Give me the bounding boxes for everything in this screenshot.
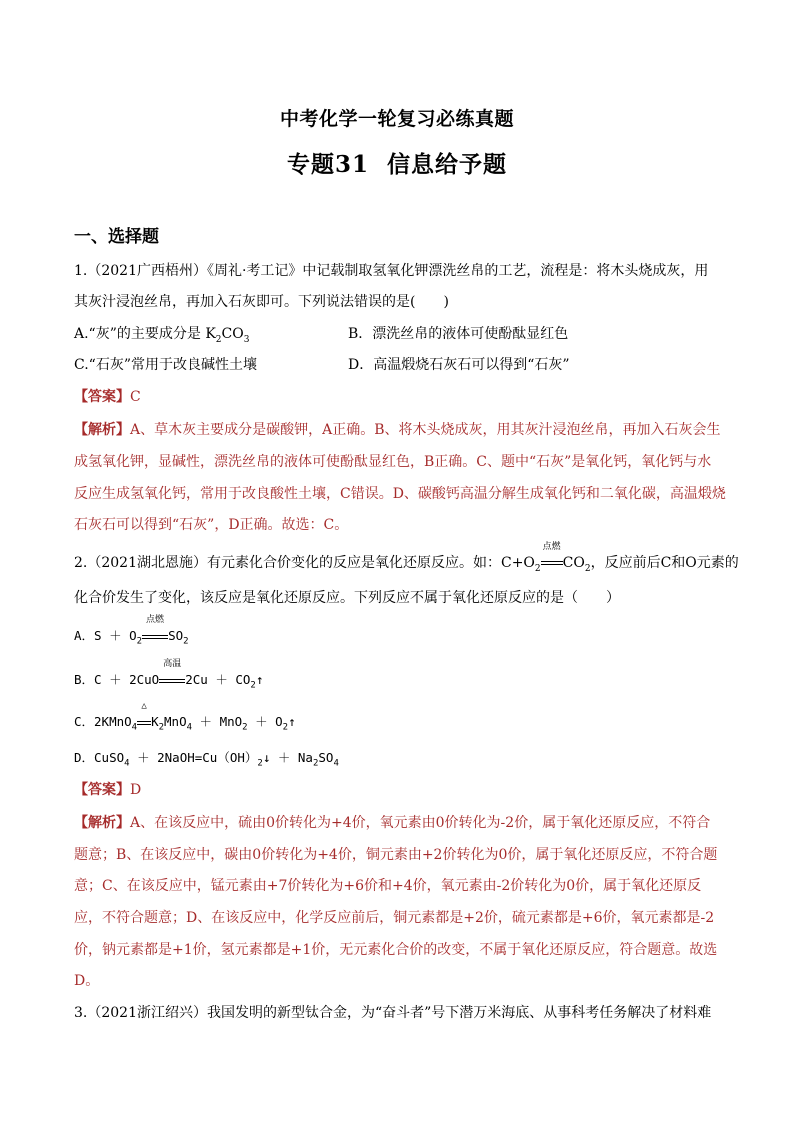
q2-answer: 【答案】D	[74, 782, 142, 798]
q3-stem-line1: 3.（2021浙江绍兴）我国发明的新型钛合金，为“奋斗者”号下潜万米海底、从事科考任务解决了材料难	[74, 1005, 712, 1021]
reaction-arrow: 点燃	[541, 553, 563, 573]
q1-stem-line1: 1.（2021广西梧州）《周礼·考工记》中记载制取氢氧化钾漂洗丝帛的工艺，流程是：将木头烧成灰，用	[74, 263, 709, 279]
reaction-arrow: △	[137, 712, 151, 732]
q1-analysis-line2: 成氢氧化钾，显碱性，漂洗丝帛的液体可使酚酞显红色，B正确。C、题中“石灰”是氧化钙，氧化钙与水	[74, 454, 712, 470]
q1-answer: 【答案】C	[74, 389, 141, 405]
q1-stem-line2: 其灰汁浸泡丝帛，再加入石灰即可。下列说法错误的是( )	[74, 294, 449, 310]
q2-analysis-line2: 题意；B、在该反应中，碳由0价转化为+4价，铜元素由+2价转化为0价，属于氧化还原反应，不符合题	[74, 847, 718, 863]
q2-analysis-line4: 应，不符合题意；D、在该反应中，化学反应前后，铜元素都是+2价，硫元素都是+6价，氧元素都是-2	[74, 910, 715, 926]
q2-option-a: A．$S + O_2$ 点燃 $SO_2$	[74, 615, 189, 647]
q2-stem-line1: 2.（2021湖北恩施）有元素化合价变化的反应是氧化还原反应。如：$C+O_2$ 点燃 $CO_2$，反应前后C和O元素的	[74, 542, 739, 574]
doc-title: 中考化学一轮复习必练真题	[279, 108, 514, 130]
q1-analysis-line1: 【解析】A、草木灰主要成分是碳酸钾，A正确。B、将木头烧成灰，用其灰汁浸泡丝帛，再加入石灰会生	[74, 422, 721, 438]
q2-analysis-line5: 价，钠元素都是+1价，氢元素都是+1价，无元素化合价的改变，不属于氧化还原反应，符合题意。故选	[74, 942, 718, 958]
subtitle-number: 专题31	[286, 151, 369, 178]
q1-option-a: A.“灰”的主要成分是 $K_2CO_3$	[74, 326, 250, 345]
q1-option-d: D．高温煅烧石灰石可以得到“石灰”	[348, 357, 570, 373]
q2-analysis-line3: 意；C、在该反应中，锰元素由+7价转化为+6价和+4价，氧元素由-2价转化为0价，属于氧化还原反	[74, 878, 702, 894]
q1-analysis-line4: 石灰石可以得到“石灰”，D正确。故选：C。	[74, 517, 349, 533]
q2-option-d: D．CuSO$_4$ ＋ $2NaOH=Cu(OH)_2↓ + Na_2SO_4$	[74, 750, 339, 769]
q1-option-b: B．漂洗丝帛的液体可使酚酞显红色	[348, 326, 569, 342]
q2-stem-line2: 化合价发生了变化，该反应是氧化还原反应。下列反应不属于氧化还原反应的是（ ）	[74, 590, 620, 606]
q2-analysis-line1: 【解析】A、在该反应中，硫由0价转化为+4价，氧元素由0价转化为-2价，属于氧化还原反应，不符合	[74, 815, 711, 831]
subtitle-text: 信息给予题	[387, 151, 507, 178]
q2-option-c: C．2KMnO$_4$ △ $K_2MnO_4 + MnO_2$ ＋ $O_2↑$	[74, 701, 296, 733]
q2-analysis-line6: D。	[74, 973, 100, 989]
q1-analysis-line3: 反应生成氢氧化钙，常用于改良酸性土壤，C错误。D、碳酸钙高温分解生成氧化钙和二氧化碳，高温煅烧	[74, 486, 726, 502]
reaction-arrow: 点燃	[142, 626, 168, 646]
section-heading: 一、选择题	[74, 227, 159, 247]
q1-option-c: C.“石灰”常用于改良碱性土壤	[74, 357, 257, 373]
doc-subtitle	[0, 146, 794, 179]
reaction-arrow: 高温	[159, 670, 185, 690]
q2-option-b: B．C ＋ 2CuO 高温 $2Cu + CO_2↑$	[74, 659, 264, 691]
